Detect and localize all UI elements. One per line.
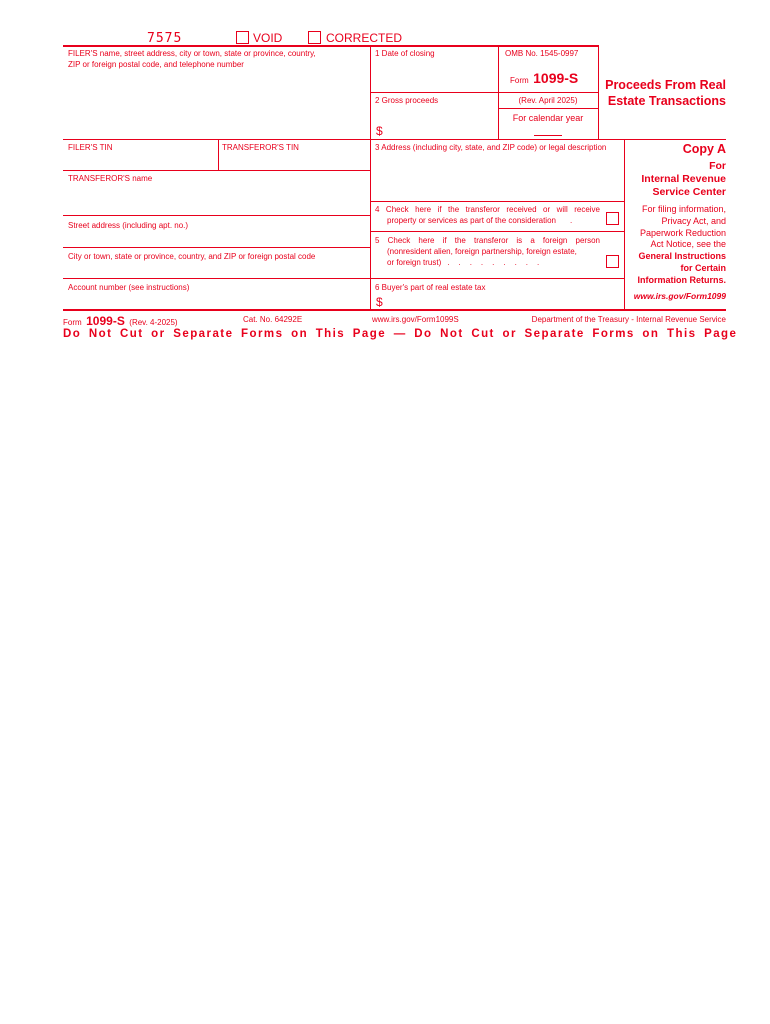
box1-label: 1 Date of closing (375, 49, 435, 58)
form-bottom-border (63, 309, 726, 311)
box2-dollar: $ (376, 124, 383, 138)
account-number-field[interactable] (66, 294, 366, 307)
transferor-tin-label: TRANSFEROR'S TIN (222, 143, 299, 152)
calendar-year-label: For calendar year (512, 113, 584, 123)
account-number-label: Account number (see instructions) (68, 283, 190, 292)
box5-bottom (370, 278, 624, 279)
for-irs-label: For Internal Revenue Service Center (641, 160, 726, 198)
transferor-name-label: TRANSFEROR'S name (68, 174, 153, 183)
void-label: VOID (253, 31, 283, 45)
corrected-label: CORRECTED (326, 31, 403, 45)
side-url-link[interactable]: www.irs.gov/Form1099 (633, 290, 726, 301)
gross-proceeds-field[interactable] (388, 118, 494, 136)
divider-main (370, 45, 371, 310)
divider-omb-right (598, 45, 599, 139)
box6-dollar: $ (376, 295, 383, 309)
footer-department: Department of the Treasury - Internal Revenue Service (531, 315, 726, 324)
void-checkbox[interactable] (236, 31, 249, 44)
footer-url[interactable]: www.irs.gov/Form1099S (372, 315, 459, 324)
filer-name-field[interactable] (66, 72, 366, 136)
city-field[interactable] (66, 263, 366, 276)
filer-tin-label: FILER'S TIN (68, 143, 113, 152)
copy-a-label: Copy A (682, 142, 726, 156)
corrected-checkbox[interactable] (308, 31, 321, 44)
city-label: City or town, state or province, country, and ZIP or foreign postal code (68, 252, 316, 261)
row-line-5 (63, 278, 370, 279)
side-notes: For filing information, Privacy Act, and Paperwork Reduction Act Notice, see the General Instructions for Certain Information Returns. www.irs.gov/Form1099 (628, 204, 726, 302)
form-heading: Proceeds From Real Estate Transactions (605, 78, 726, 108)
street-address-label: Street address (including apt. no.) (68, 221, 189, 230)
form-top-right-border (598, 139, 726, 140)
row-line-2 (63, 170, 370, 171)
footer-cat-no: Cat. No. 64292E (243, 315, 303, 324)
date-of-closing-field[interactable] (372, 60, 496, 90)
filer-name-label: FILER'S name, street address, city or town, state or province, country, ZIP or foreign postal code, and telephone number (68, 49, 316, 69)
box6-label: 6 Buyer's part of real estate tax (375, 283, 486, 292)
divider-tin (218, 139, 219, 170)
form-num-bottom (498, 92, 598, 93)
form-top-border (63, 45, 598, 47)
rev-bottom (498, 108, 598, 109)
box2-label: 2 Gross proceeds (375, 96, 439, 105)
street-address-field[interactable] (66, 232, 366, 245)
revision-date: (Rev. April 2025) (518, 96, 578, 105)
buyer-tax-field[interactable] (388, 292, 620, 307)
box5-label: 5 Check here if the transferor is a foreign person (nonresident alien, foreign partnership, foreign estate, or foreign trust) ......... (375, 236, 600, 267)
property-address-field[interactable] (372, 155, 620, 199)
footer-form-id: Form 1099-S (Rev. 4-2025) (63, 314, 178, 328)
box2-bottom (370, 139, 598, 140)
box4-label: 4 Check here if the transferor received or will receive property or services as part of the consideration . (375, 205, 600, 225)
box1-bottom (370, 92, 498, 93)
row-line-4 (63, 247, 370, 248)
box3-label: 3 Address (including city, state, and ZIP code) or legal description (375, 143, 607, 152)
box4-checkbox[interactable] (606, 212, 619, 225)
box4-bottom (370, 231, 624, 232)
form-title: Form 1099-S (510, 70, 579, 86)
transferor-name-field[interactable] (66, 186, 366, 213)
form-code: 7575 (147, 31, 183, 46)
calendar-year-field[interactable] (534, 135, 562, 136)
row-line-1 (63, 139, 370, 140)
do-not-cut-banner: Do Not Cut or Separate Forms on This Page — Do Not Cut or Separate Forms on This Page (63, 328, 738, 340)
transferor-tin-field[interactable] (220, 152, 366, 168)
divider-side (624, 139, 625, 310)
box5-checkbox[interactable] (606, 255, 619, 268)
row-line-3 (63, 215, 370, 216)
box3-bottom (370, 201, 624, 202)
filer-tin-field[interactable] (66, 152, 214, 168)
omb-number: OMB No. 1545-0997 (505, 49, 579, 58)
